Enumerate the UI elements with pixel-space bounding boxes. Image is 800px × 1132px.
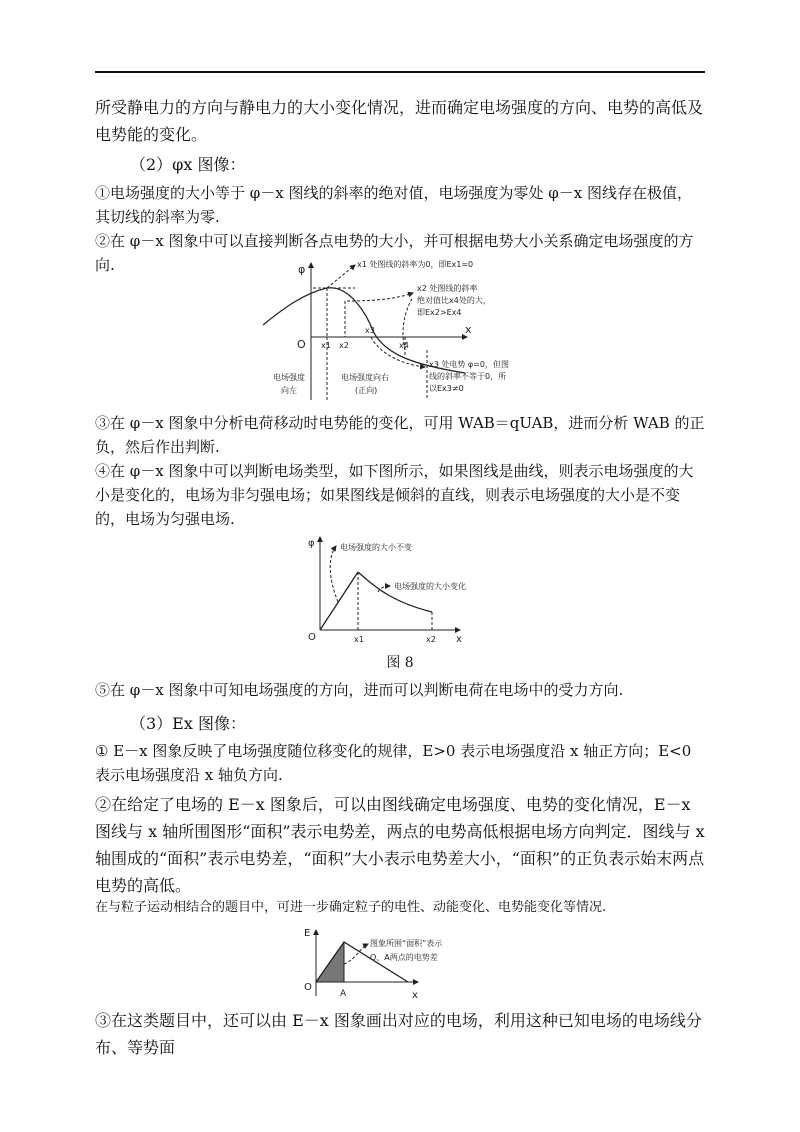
x2-label: x2 bbox=[339, 341, 349, 350]
paragraph-10: ③在这类题目中，还可以由 E－x 图象画出对应的电场，利用这种已知电场的电场线分布、等势面 bbox=[95, 1011, 702, 1057]
note-constant-field: 电场强度的大小不变 bbox=[340, 543, 412, 552]
note-x3-line1: x3 处电势 φ=0，但图 bbox=[429, 360, 509, 369]
paragraph-1: 所受静电力的方向与静电力的大小变化情况，进而确定电场强度的方向、电势的高低及电势能的变化。 bbox=[95, 98, 704, 144]
phi-x-figure-8 bbox=[300, 532, 500, 647]
x-axis-label: x bbox=[412, 990, 418, 1001]
figure-8-caption: 图 8 bbox=[386, 655, 414, 671]
paragraph-4: ③在 φ－x 图象中分析电荷移动时电势能的变化，可用 WAB＝qUAB，进而分析 WAB 的正负，然后作出判断. bbox=[95, 414, 705, 456]
x-axis-label: x bbox=[456, 634, 462, 645]
note1-arrow bbox=[330, 546, 338, 602]
phi-x-figure bbox=[255, 255, 555, 405]
paragraph-2: ①电场强度的大小等于 φ－x 图线的斜率的绝对值，电场强度为零处 φ－x 图线存在极值，其切线的斜率为零. bbox=[95, 184, 693, 226]
note-line2: O、A两点的电势差 bbox=[370, 953, 438, 962]
linear-segment bbox=[320, 572, 358, 630]
x4-label: x4 bbox=[399, 341, 409, 350]
x-axis-label: x bbox=[465, 323, 472, 336]
note1-arrow bbox=[327, 265, 355, 288]
point-a-label: A bbox=[340, 989, 347, 999]
note-x2-line3: 即Ex2>Ex4 bbox=[417, 308, 462, 317]
region-right-line2: (正向) bbox=[355, 386, 378, 395]
note-x3-line2: 线的斜率不等于0，所 bbox=[429, 372, 507, 381]
origin-label: O bbox=[308, 632, 316, 643]
curved-segment bbox=[358, 572, 432, 612]
note-x1: x1 处图线的斜率为0，即Ex1=0 bbox=[357, 260, 474, 269]
note-line1: 图象所围“面积”表示 bbox=[370, 939, 443, 948]
heading-e-x: （3）Ex 图像： bbox=[130, 714, 246, 733]
paragraph-9: 在与粒子运动相结合的题目中，可进一步确定粒子的电性、动能变化、电势能变化等情况. bbox=[95, 900, 607, 915]
x1-label: x1 bbox=[354, 635, 364, 644]
header-rule bbox=[95, 71, 705, 73]
region-right-line1: 电场强度向右 bbox=[341, 373, 389, 382]
region-left-line2: 向左 bbox=[281, 386, 297, 395]
e-x-figure bbox=[300, 924, 520, 1004]
region-left-line1: 电场强度 bbox=[273, 373, 305, 382]
note-x2-line2: 绝对值比x4处的大， bbox=[417, 296, 491, 305]
heading-phi-x: （2）φx 图像： bbox=[130, 155, 246, 174]
paragraph-6: ⑤在 φ－x 图象中可知电场强度的方向，进而可以判断电荷在电场中的受力方向. bbox=[95, 681, 624, 699]
paragraph-8: ②在给定了电场的 E－x 图象后，可以由图线确定电场强度、电势的变化情况，E－x 图线与 x 轴所围图形“面积”表示电势差，两点的电势高低根据电场方向判定．图线与 x 轴围成的“面积”表示电势差，“面积”大小表示电势差大小，“面积”的正负表示始末两点电势的高低。 bbox=[95, 795, 705, 895]
note-x3-line3: 以Ex3≠0 bbox=[429, 384, 464, 393]
y-axis-label: E bbox=[304, 928, 311, 939]
note-varying-field: 电场强度的大小变化 bbox=[394, 582, 466, 591]
y-axis-label: φ bbox=[308, 538, 315, 549]
y-axis-label: φ bbox=[298, 263, 306, 276]
paragraph-3: ②在 φ－x 图象中可以直接判断各点电势的大小，并可根据电势大小关系确定电场强度的方向. bbox=[95, 232, 694, 274]
paragraph-7: ① E－x 图象反映了电场强度随位移变化的规律，E>0 表示电场强度沿 x 轴正方向；E<0 表示电场强度沿 x 轴负方向. bbox=[95, 742, 692, 784]
note-x2-line1: x2 处图线的斜率 bbox=[417, 284, 478, 293]
paragraph-5: ④在 φ－x 图象中可以判断电场类型，如下图所示，如果图线是曲线，则表示电场强度的大小是变化的，电场为非匀强电场；如果图线是倾斜的直线，则表示电场强度的大小是不变的，电场为匀强电场. bbox=[95, 462, 694, 528]
x3-label: x3 bbox=[365, 326, 375, 335]
note2-arrow bbox=[347, 293, 413, 301]
origin-label: O bbox=[297, 338, 306, 351]
x1-label: x1 bbox=[321, 341, 331, 350]
origin-label: O bbox=[304, 982, 312, 993]
x2-label: x2 bbox=[426, 635, 436, 644]
